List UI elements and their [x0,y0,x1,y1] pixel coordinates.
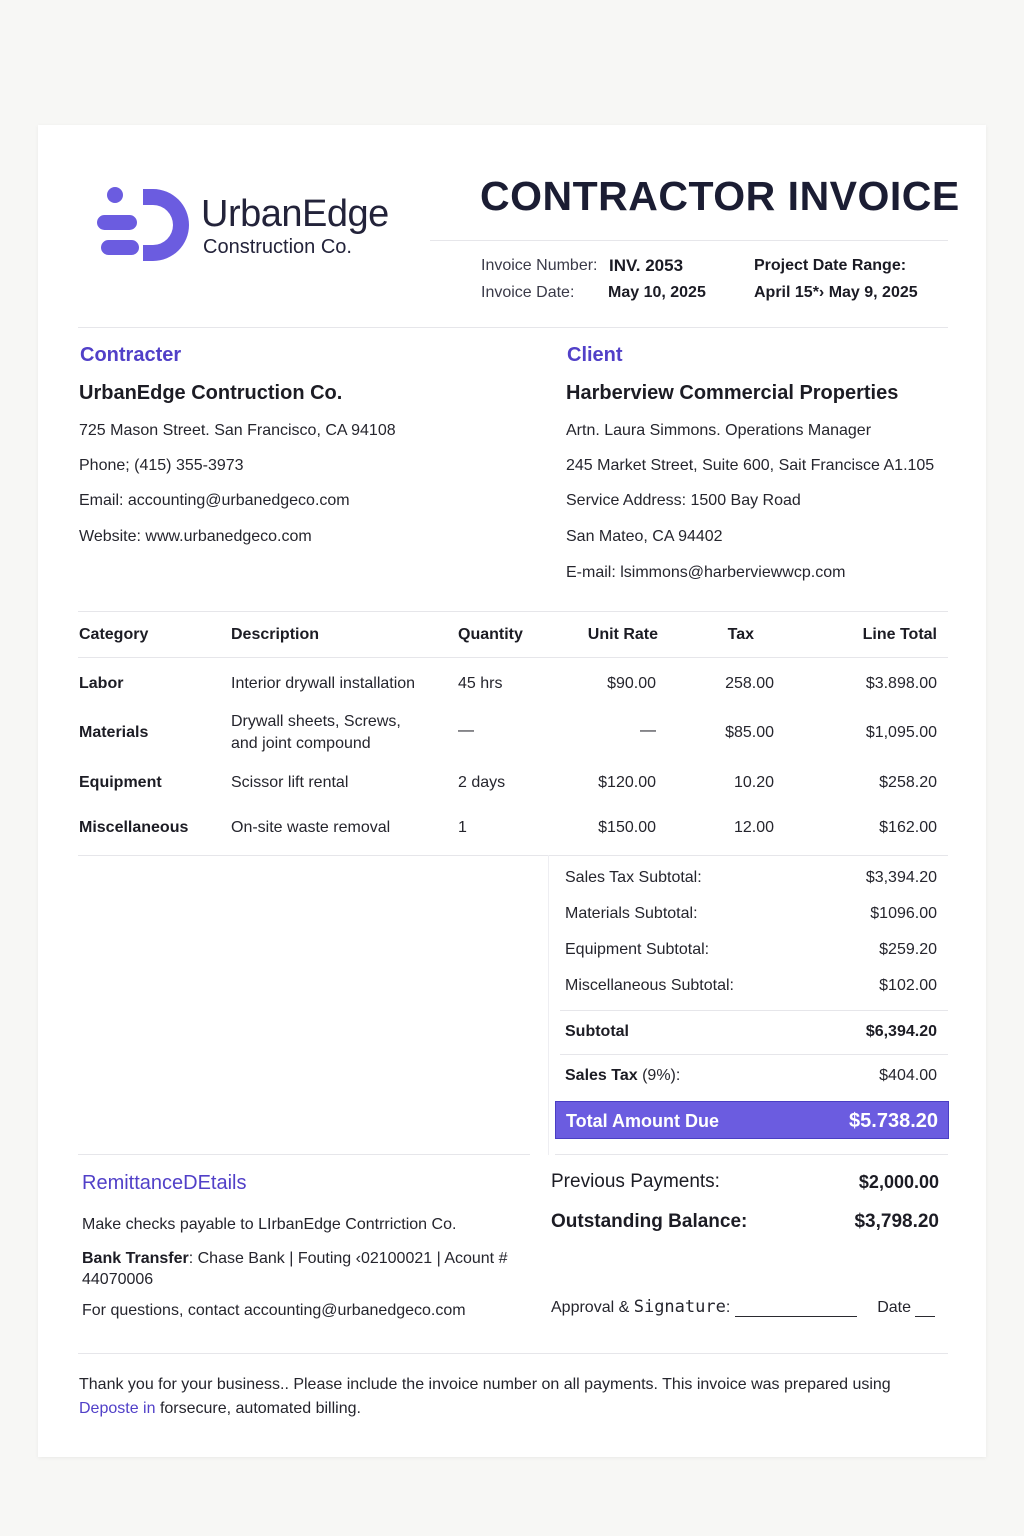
table-header-unit-rate: Unit Rate [587,626,658,643]
divider [78,657,948,658]
remittance-checks: Make checks payable to LIrbanEdge Contrriction Co. [82,1216,457,1233]
client-address: 245 Market Street, Suite 600, Sait Francisce A1.105 [566,457,935,474]
table-row-description: Drywall sheets, Screws, [231,713,401,730]
company-logo-name: UrbanEdge [201,193,389,235]
contractor-address: 725 Mason Street. San Francisco, CA 94108 [79,422,396,439]
divider [430,240,948,241]
sales-tax-value: $404.00 [879,1067,937,1084]
equipment-subtotal-value: $259.20 [879,941,937,958]
table-row-quantity: 2 days [458,774,506,791]
footer-text-end: forsecure, automated billing. [155,1400,361,1417]
sales-tax-label: Sales Tax [565,1067,638,1084]
footer-note [79,1373,959,1421]
misc-subtotal-value: $102.00 [879,977,937,994]
materials-subtotal-value: $1096.00 [870,905,937,922]
subtotal-value: $6,394.20 [865,1023,937,1040]
bank-transfer-label: Bank Transfer [82,1250,189,1267]
bank-account-number: 44070006 [82,1271,154,1288]
contractor-email: Email: accounting@urbanedgeco.com [79,492,350,509]
table-row-tax: 258.00 [725,675,774,692]
signature-line[interactable] [735,1303,857,1317]
summary-divider [548,855,549,1155]
previous-payments-value: $2,000.00 [858,1172,939,1192]
remittance-bank-transfer [82,1250,507,1268]
table-row-category: Miscellaneous [79,819,189,836]
table-row-line-total: $3.898.00 [865,675,937,692]
table-row-category: Labor [79,675,124,692]
table-row-tax: $85.00 [725,724,774,741]
total-amount-due-bar [555,1101,949,1139]
approval-label: Approval & [551,1299,630,1316]
date-line[interactable] [915,1303,935,1317]
contractor-name: UrbanEdge Contruction Co. [79,382,343,404]
signature-colon: : [725,1299,731,1316]
invoice-sheet [38,125,986,1457]
table-row-category: Equipment [79,774,162,791]
table-row-description: Interior drywall installation [231,675,416,692]
bank-transfer-details: : Chase Bank | Fouting ‹02100021 | Acount # [188,1250,508,1267]
urbanedge-logo-icon [93,185,193,265]
table-row-unit-rate: $120.00 [598,774,656,791]
divider [555,1154,948,1155]
table-header-description: Description [231,626,320,643]
table-row-category: Materials [79,724,149,741]
equipment-subtotal-label: Equipment Subtotal: [565,941,710,958]
table-row-unit-rate: $90.00 [607,675,656,692]
table-row-description: Scissor lift rental [231,774,349,791]
total-amount-due-label: Total Amount Due [566,1111,719,1131]
client-name: Harberview Commercial Properties [566,382,899,404]
sales-tax-subtotal-value: $3,394.20 [865,869,937,886]
company-logo-subtitle: Construction Co. [203,236,352,258]
date-range: April 15*› May 9, 2025 [754,284,918,301]
remittance-heading: RemittanceDEtails [82,1172,247,1194]
remittance-contact: For questions, contact accounting@urbanedgeco.com [82,1302,466,1319]
client-heading: Client [567,344,623,366]
invoice-number-label: Invoice Number: [481,257,598,274]
outstanding-balance-value: $3,798.20 [854,1211,939,1232]
materials-subtotal-label: Materials Subtotal: [565,905,698,922]
contractor-phone: Phone; (415) 355-3973 [79,457,244,474]
table-row-quantity: 1 [458,819,467,836]
date-label: Date [877,1299,911,1316]
table-header-quantity: Quantity [458,626,523,643]
table-row-description-line2: and joint compound [231,735,371,752]
client-attention: Artn. Laura Simmons. Operations Manager [566,422,872,439]
divider [78,855,948,856]
divider [560,1054,948,1055]
table-header-tax: Tax [727,626,754,643]
divider [78,327,948,328]
table-row-tax: 10.20 [733,774,774,791]
outstanding-balance-label: Outstanding Balance: [551,1211,748,1232]
divider [560,1010,948,1011]
total-amount-due-value: $5.738.20 [849,1110,938,1132]
date-range-label: Project Date Range: [754,257,907,274]
footer-link[interactable]: Deposte in [79,1400,156,1417]
table-header-line-total: Line Total [862,626,937,643]
table-row-line-total: $1,095.00 [865,724,937,741]
invoice-date: May 10, 2025 [608,284,706,301]
client-city: San Mateo, CA 94402 [566,528,723,545]
invoice-number: INV. 2053 [609,256,684,275]
client-email: E-mail: lsimmons@harberviewwcp.com [566,564,846,581]
table-row-line-total: $162.00 [879,819,937,836]
table-header-category: Category [79,626,149,643]
table-row-description: On-site waste removal [231,819,391,836]
document-title: CONTRACTOR INVOICE [480,173,960,219]
invoice-date-label: Invoice Date: [481,284,575,301]
table-row-quantity: — [458,722,474,739]
table-row-quantity: 45 hrs [458,675,503,692]
misc-subtotal-label: Miscellaneous Subtotal: [565,977,734,994]
sales-tax-row [565,1067,680,1085]
client-service-address: Service Address: 1500 Bay Road [566,492,801,509]
subtotal-label: Subtotal [565,1023,629,1040]
divider [78,1154,530,1155]
table-row-unit-rate: $150.00 [598,819,656,836]
signature-label: Signature [633,1297,726,1317]
approval-signature-row [551,1297,935,1317]
previous-payments-label: Previous Payments: [551,1171,720,1192]
contractor-heading: Contracter [80,344,182,366]
divider [78,611,948,612]
table-row-unit-rate: — [640,722,656,739]
divider [78,1353,948,1354]
contractor-website: Website: www.urbanedgeco.com [79,528,312,545]
sales-tax-subtotal-label: Sales Tax Subtotal: [565,869,702,886]
table-row-line-total: $258.20 [879,774,937,791]
table-row-tax: 12.00 [733,819,774,836]
footer-text: Thank you for your business.. Please include the invoice number on all payments. This invoice was prepared using [79,1376,891,1393]
sales-tax-rate: (9%): [642,1067,681,1084]
